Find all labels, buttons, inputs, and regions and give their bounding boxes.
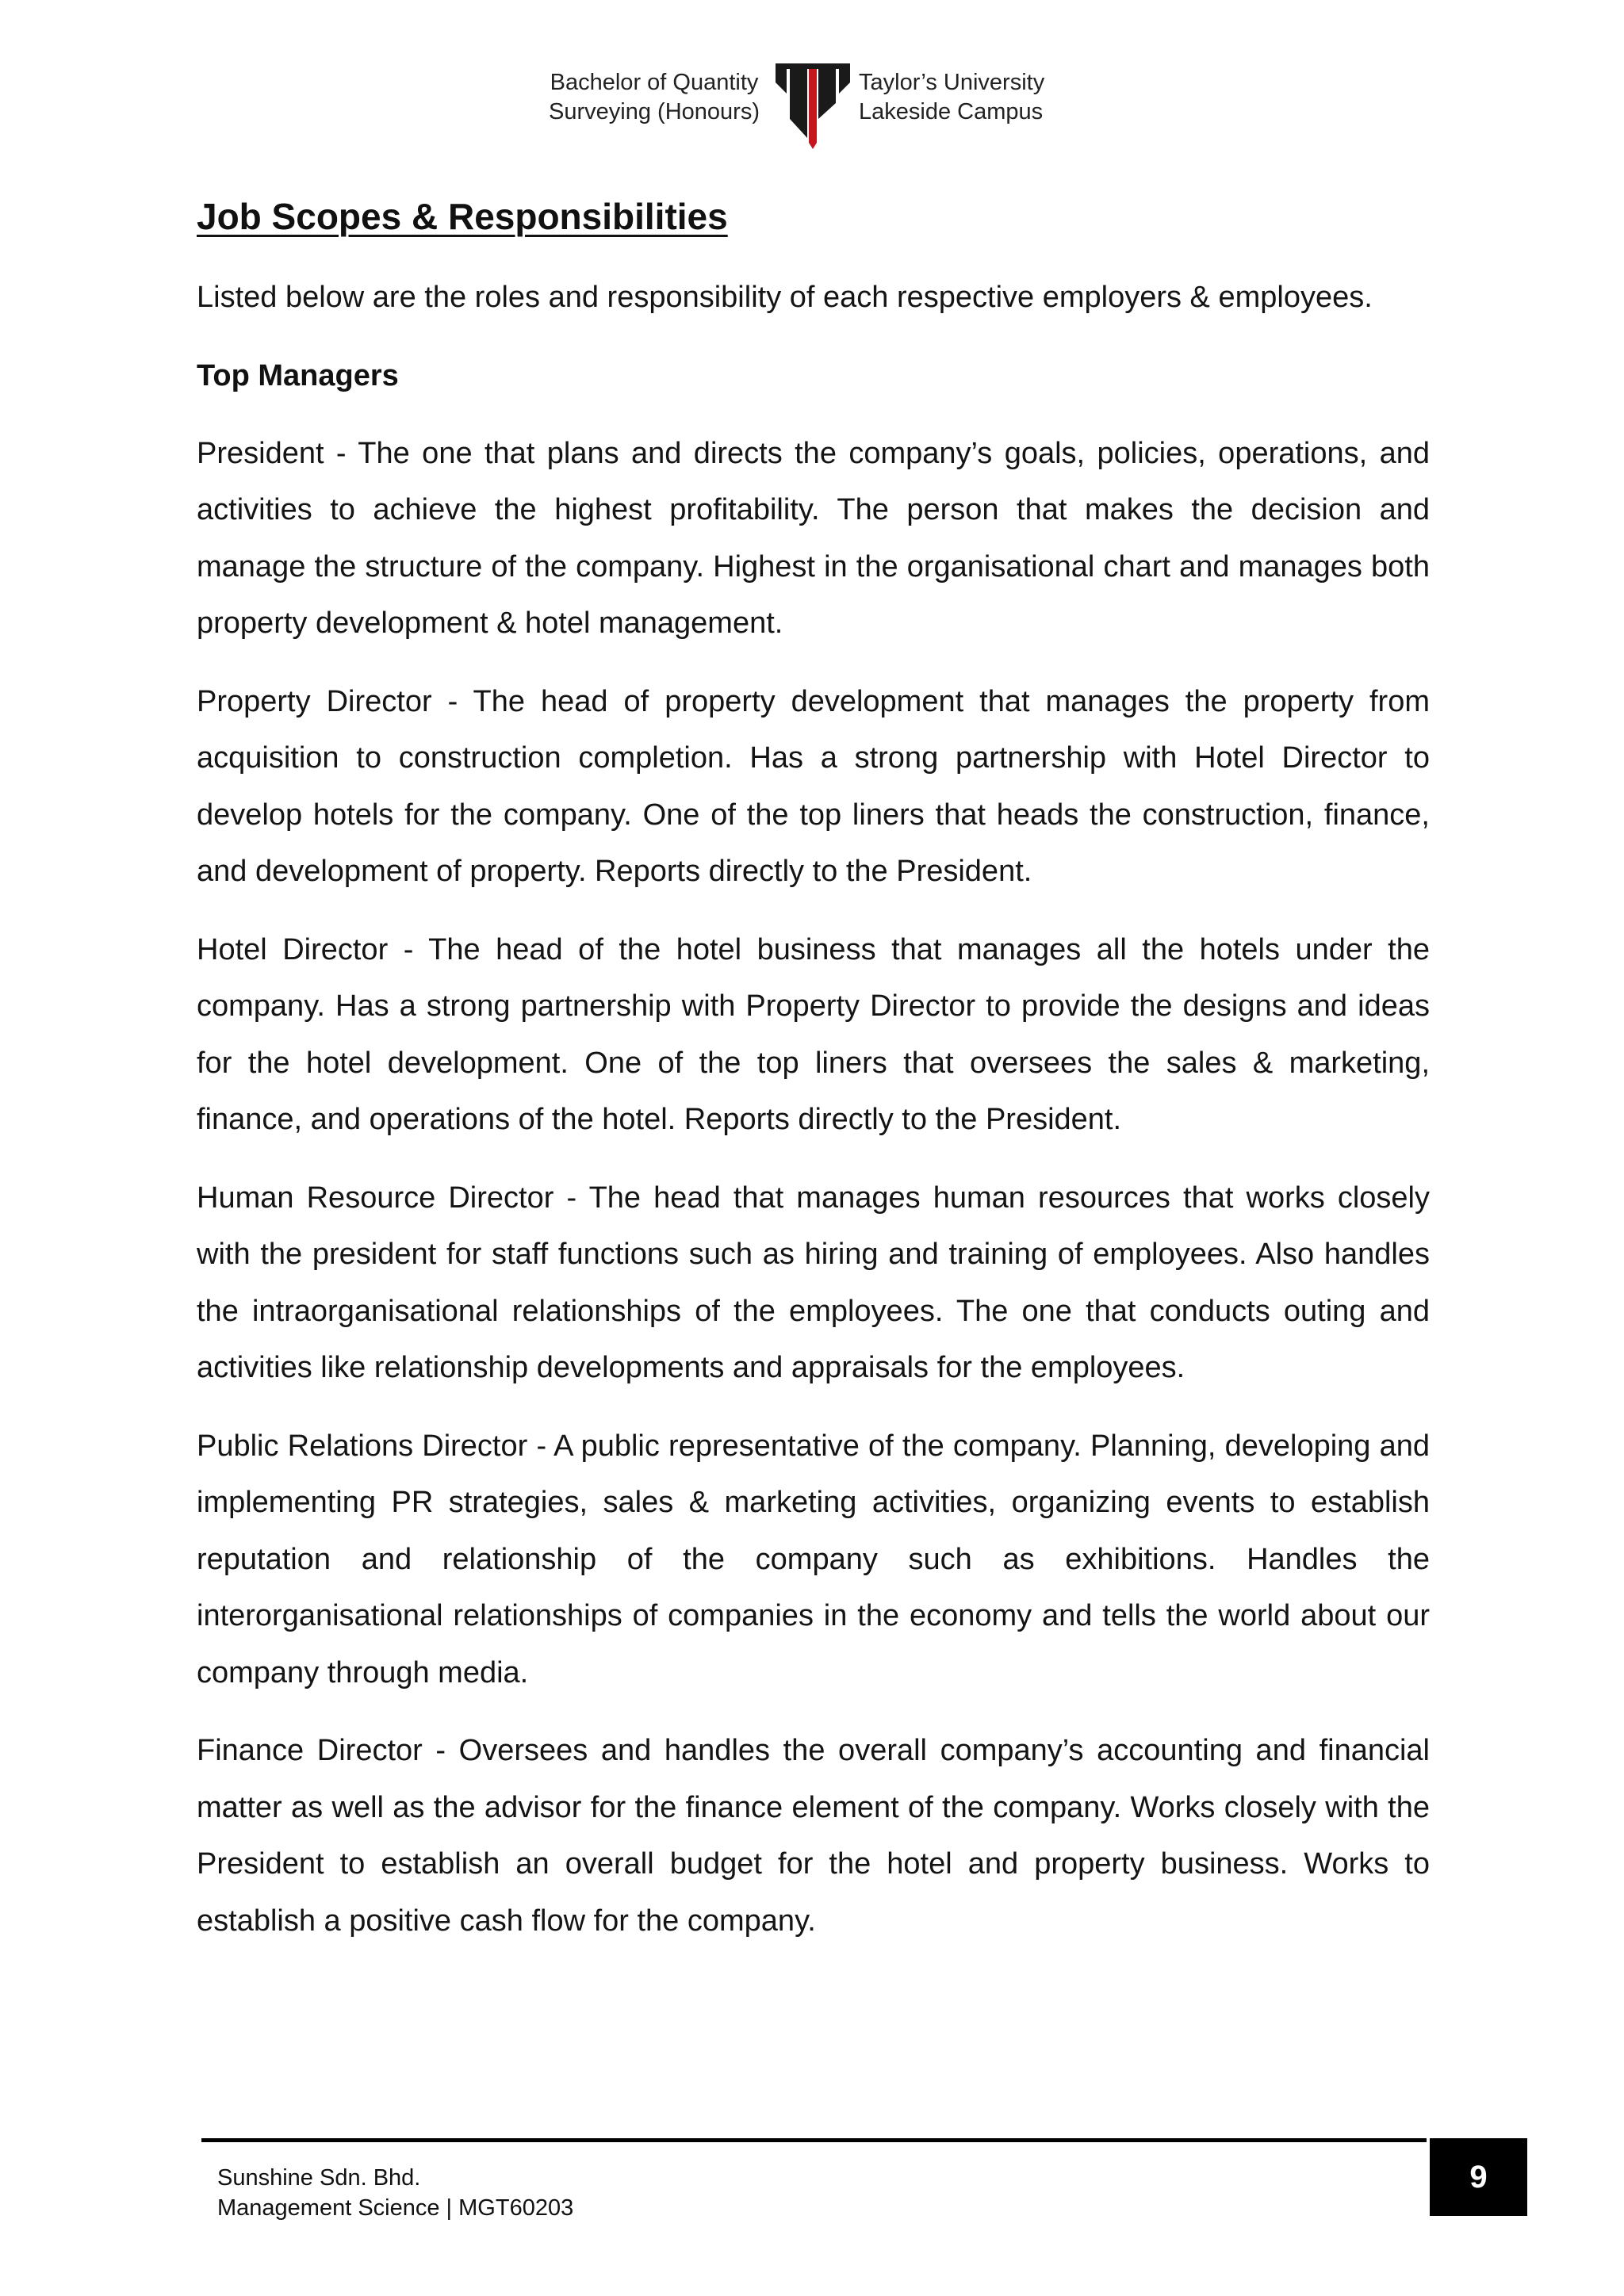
role-paragraph-hr-director: Human Resource Director - The head that manages human resources that works closely with the president for staff functions such as hiring and training of employees. Also handles the intraorganisational relationships of the employees. The one that conducts outing and activities like relationship developments and appraisals for the employees. [197,1181,1430,1384]
role-paragraph-finance-director: Finance Director - Oversees and handles the overall company’s accounting and financial matter as well as the advisor for the finance element of the company. Works closely with the President to establish an overall budget for the hotel and property business. Works to establish a positive cash flow for the company. [197,1734,1430,1938]
role-paragraph-hotel-director: Hotel Director - The head of the hotel business that manages all the hotels under the company. Has a strong partnership with Property Director to provide the designs and ideas for the hotel development. One of the top liners that oversees the sales & marketing, finance, and operations of the hotel. Reports directly to the President. [197,932,1430,1136]
page-header [0,63,1624,151]
footer-course: Management Science | MGT60203 [217,2195,574,2221]
footer-divider [201,2138,1427,2142]
footer-company: Sunshine Sdn. Bhd. [217,2165,421,2191]
role-paragraph-property-director: Property Director - The head of property development that manages the property from acquisition to construction completion. Has a strong partnership with Hotel Director to develop hotels for the company. One of the top liners that heads the construction, finance, and development of property. Reports directly to the President. [197,684,1430,888]
program-label [549,68,760,127]
footer-info [217,2163,573,2223]
section-heading: Top Managers [197,358,399,392]
document-body [197,189,1430,1971]
intro-paragraph: Listed below are the roles and responsibility of each respective employers & employees. [197,281,1373,314]
campus-line-1: Taylor’s University [859,70,1045,95]
program-line-1: Bachelor of Quantity [550,70,759,95]
campus-label [859,68,1044,127]
role-paragraph-president: President - The one that plans and directs the company’s goals, policies, operations, and activities to achieve the highest profitability. The person that makes the decision and manage the structure of the company. Highest in the organisational chart and manages both property development & hotel management. [197,436,1430,640]
page-number: 9 [1430,2138,1527,2216]
role-paragraph-pr-director: Public Relations Director - A public representative of the company. Planning, developing and implementing PR strategies, sales & marketing activities, organizing events to establish reputation and relationship of the company such as exhibitions. Handles the interorganisational relationships of companies in the economy and tells the world about our company through media. [197,1429,1430,1689]
campus-line-2: Lakeside Campus [859,99,1044,124]
program-line-2: Surveying (Honours) [549,99,760,124]
university-logo-icon [776,63,850,149]
page-title: Job Scopes & Responsibilities [197,196,728,237]
